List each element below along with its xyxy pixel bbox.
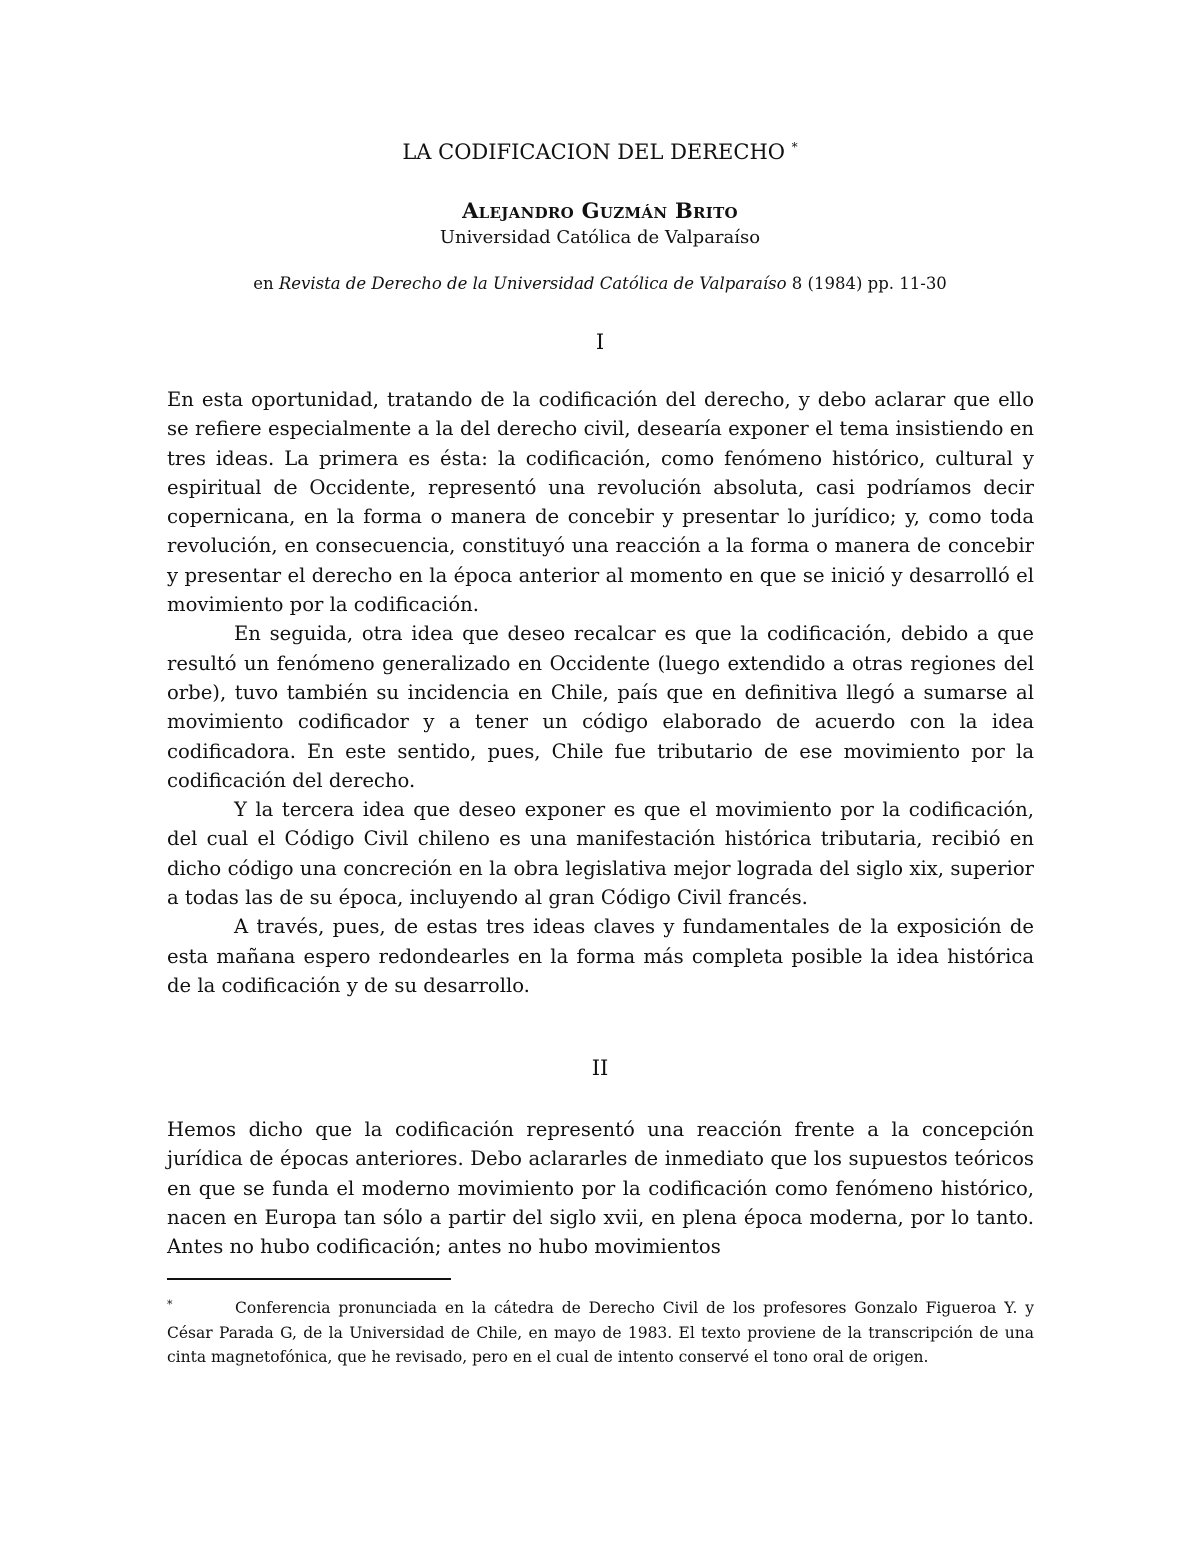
footnote-mark: * [167,1298,173,1311]
author-name: Alejandro Guzmán Brito [462,198,738,223]
section-heading-2: II [591,1056,609,1080]
section-2-body [167,1115,1034,1261]
title-footnote-mark: * [791,140,798,154]
paragraph: En esta oportunidad, tratando de la codificación del derecho, y debo aclarar que ello se refiere especialmente a la del derecho civil, desearía exponer el tema insistiendo en tres ideas. La primera es ésta: la codificación, como fenómeno histórico, cultural y espiritual de Occidente, representó una revolución absoluta, casi podríamos decir copernicana, en la forma o manera de concebir y presentar lo jurídico; y, como toda revolución, en consecuencia, constituyó una reacción a la forma o manera de concebir y presentar el derecho en la época anterior al momento en que se inició y desarrolló el movimiento por la codificación. [167,388,1034,617]
section-1-body [167,385,1034,1000]
paragraph: En seguida, otra idea que deseo recalcar es que la codificación, debido a que resultó un fenómeno generalizado en Occidente (luego extendido a otras regiones del orbe), tuvo también su incidencia en Chile, país que en definitiva llegó a sumarse al movimiento codificador y a tener un código elaborado de acuerdo con la idea codificadora. En este sentido, pues, Chile fue tributario de ese movimiento por la codificación del derecho. [167,622,1034,792]
paragraph: Hemos dicho que la codificación representó una reacción frente a la concepción jurídica de épocas anteriores. Debo aclararles de inmediato que los supuestos teóricos en que se funda el moderno movimiento por la codificación como fenómeno histórico, nacen en Europa tan sólo a partir del siglo xvii, en plena época moderna, por lo tanto. Antes no hubo codificación; antes no hubo movimientos [167,1118,1034,1259]
footnote [167,1293,1034,1370]
citation-suffix: 8 (1984) pp. 11-30 [786,274,947,293]
paragraph: A través, pues, de estas tres ideas claves y fundamentales de la exposición de esta mañana espero redondearles en la forma más completa posible la idea histórica de la codificación y de su desarrollo. [167,915,1034,997]
document-title [0,140,1200,164]
author-affiliation: Universidad Católica de Valparaíso [439,227,761,248]
footnote-separator [167,1278,451,1280]
footnote-text: Conferencia pronunciada en la cátedra de Derecho Civil de los profesores Gonzalo Figueroa Y. y César Parada G, de la Universidad de Chile, en mayo de 1983. El texto proviene de la transcripción de una cinta magnetofónica, que he revisado, pero en el cual de intento conservé el tono oral de origen. [167,1299,1034,1367]
paragraph: Y la tercera idea que deseo exponer es que el movimiento por la codificación, del cual el Código Civil chileno es una manifestación histórica tributaria, recibió en dicho código una concreción en la obra legislativa mejor lograda del siglo xix, superior a todas las de su época, incluyendo al gran Código Civil francés. [167,798,1034,910]
section-heading-1: I [595,330,605,354]
citation-prefix: en [253,274,279,293]
citation-journal: Revista de Derecho de la Universidad Católica de Valparaíso [278,274,787,293]
title-text: LA CODIFICACION DEL DERECHO [402,140,785,164]
source-citation [0,274,1200,293]
